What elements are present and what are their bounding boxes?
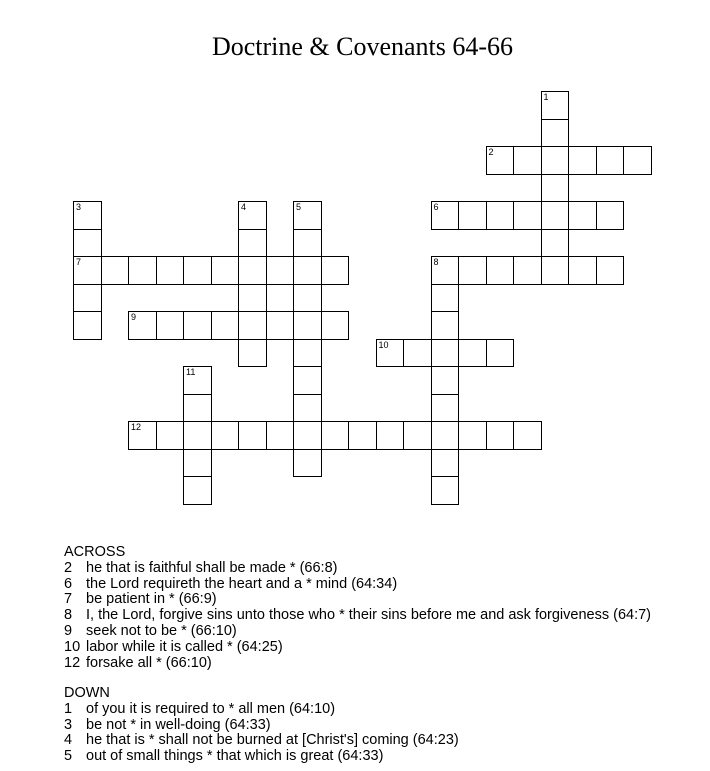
across-clue-text: I, the Lord, forgive sins unto those who * their sins before me and ask forgiveness (64:7) [86,607,651,624]
crossword-cell[interactable] [486,201,515,230]
down-clue [64,718,704,734]
crossword-cell[interactable] [128,256,157,285]
crossword-cell[interactable] [266,311,295,340]
across-heading: ACROSS [64,544,126,560]
crossword-cell[interactable] [293,366,322,395]
crossword-cell[interactable] [293,394,322,423]
down-clue-list [64,702,704,765]
cell-number: 2 [488,147,494,157]
cell-number: 12 [131,422,142,432]
crossword-cell[interactable] [486,339,515,368]
crossword-cell[interactable] [211,311,240,340]
crossword-cell[interactable] [513,421,542,450]
crossword-cell[interactable] [73,256,102,285]
cell-number: 7 [76,257,82,267]
across-clue-number: 12 [64,654,81,671]
cell-number: 11 [186,367,196,377]
crossword-cell[interactable] [541,201,570,230]
crossword-cell[interactable] [596,146,625,175]
crossword-cell[interactable] [101,256,130,285]
crossword-cell[interactable] [431,311,460,340]
crossword-cell[interactable] [431,394,460,423]
crossword-cell[interactable] [293,201,322,230]
crossword-cell[interactable] [293,421,322,450]
across-clue-number: 9 [64,622,73,639]
crossword-cell[interactable] [596,256,625,285]
across-clue-list [64,561,704,672]
crossword-cell[interactable] [211,256,240,285]
crossword-cell[interactable] [431,284,460,313]
across-clue-text: be patient in * (66:9) [86,591,217,608]
cell-number: 1 [543,92,549,102]
crossword-cell[interactable] [73,201,102,230]
crossword-cell[interactable] [183,476,212,505]
crossword-cell[interactable] [458,421,487,450]
down-heading: DOWN [64,685,110,701]
crossword-cell[interactable] [568,146,597,175]
across-clue [64,577,704,593]
across-clue [64,608,704,624]
cell-number: 3 [76,202,82,212]
crossword-cell[interactable] [293,339,322,368]
crossword-cell[interactable] [293,229,322,258]
crossword-cell[interactable] [431,339,460,368]
crossword-cell[interactable] [128,311,157,340]
crossword-cell[interactable] [458,201,487,230]
crossword-cell[interactable] [376,421,405,450]
across-clue-text: he that is faithful shall be made * (66:8) [86,559,338,576]
crossword-cell[interactable] [376,339,405,368]
crossword-cell[interactable] [486,146,515,175]
across-clue [64,640,704,656]
crossword-cell[interactable] [183,311,212,340]
crossword-cell[interactable] [293,256,322,285]
crossword-cell[interactable] [513,201,542,230]
crossword-cell[interactable] [238,421,267,450]
crossword-cell[interactable] [183,394,212,423]
down-clue [64,733,704,749]
cell-number: 4 [241,202,247,212]
down-clues [64,686,704,765]
cell-number: 9 [131,312,137,322]
crossword-cell[interactable] [293,449,322,478]
crossword-cell[interactable] [431,201,460,230]
down-clue [64,749,704,765]
crossword-cell[interactable] [156,421,185,450]
crossword-cell[interactable] [541,256,570,285]
cell-number: 5 [296,202,302,212]
crossword-cell[interactable] [541,229,570,258]
crossword-cell[interactable] [211,421,240,450]
down-clue-text: of you it is required to * all men (64:10) [86,700,336,717]
crossword-cell[interactable] [541,119,570,148]
crossword-cell[interactable] [403,421,432,450]
crossword-cell[interactable] [238,201,267,230]
crossword-cell[interactable] [541,174,570,203]
down-clue-number: 5 [64,748,73,765]
crossword-cell[interactable] [73,311,102,340]
crossword-cell[interactable] [321,421,350,450]
crossword-cell[interactable] [321,256,350,285]
across-clues [64,545,704,671]
across-clue [64,561,704,577]
down-clue-text: out of small things * that which is great (64:33) [86,748,384,765]
down-clue-number: 4 [64,732,73,749]
across-clue [64,592,704,608]
across-clue-number: 7 [64,591,73,608]
crossword-cell[interactable] [238,229,267,258]
crossword-cell[interactable] [431,449,460,478]
crossword-cell[interactable] [596,201,625,230]
crossword-cell[interactable] [183,449,212,478]
cell-number: 8 [433,257,439,267]
across-clue-number: 2 [64,559,73,576]
crossword-cell[interactable] [541,146,570,175]
crossword-cell[interactable] [513,256,542,285]
crossword-cell[interactable] [458,339,487,368]
down-clue-number: 3 [64,716,73,733]
crossword-cell[interactable] [73,229,102,258]
crossword-cell[interactable] [568,256,597,285]
down-clue-text: be not * in well-doing (64:33) [86,716,271,733]
crossword-cell[interactable] [431,421,460,450]
crossword-cell[interactable] [183,256,212,285]
crossword-cell[interactable] [458,256,487,285]
crossword-cell[interactable] [156,311,185,340]
cell-number: 6 [433,202,439,212]
crossword-cell[interactable] [431,366,460,395]
across-clue-text: forsake all * (66:10) [86,654,212,671]
across-clue [64,656,704,672]
cell-number: 10 [378,339,389,350]
down-clue-text: he that is * shall not be burned at [Christ's] coming (64:23) [86,732,459,749]
crossword-cell[interactable] [183,366,212,395]
crossword-cell[interactable] [238,339,267,368]
crossword-cell[interactable] [348,421,377,450]
crossword-cell[interactable] [293,311,322,340]
crossword-cell[interactable] [266,421,295,450]
crossword-cell[interactable] [238,311,267,340]
crossword-cell[interactable] [623,146,652,175]
crossword-cell[interactable] [293,284,322,313]
down-clue [64,702,704,718]
across-clue [64,624,704,640]
across-clue-text: the Lord requireth the heart and a * mind (64:34) [86,575,398,592]
crossword-cell[interactable] [183,421,212,450]
crossword-cell[interactable] [266,256,295,285]
crossword-cell[interactable] [321,311,350,340]
crossword-cell[interactable] [486,421,515,450]
crossword-cell[interactable] [238,256,267,285]
across-clue-number: 10 [64,638,81,655]
across-clue-number: 6 [64,575,73,592]
crossword-cell[interactable] [568,201,597,230]
crossword-cell[interactable] [431,256,460,285]
down-clue-number: 1 [64,700,73,717]
across-clue-text: seek not to be * (66:10) [86,622,237,639]
crossword-cell[interactable] [128,421,157,450]
crossword-cell[interactable] [486,256,515,285]
across-clue-text: labor while it is called * (64:25) [86,638,283,655]
crossword-cell[interactable] [513,146,542,175]
across-clue-number: 8 [64,607,73,624]
crossword-cell[interactable] [156,256,185,285]
crossword-cell[interactable] [73,284,102,313]
crossword-cell[interactable] [403,339,432,368]
page-title: Doctrine & Covenants 64-66 [211,32,514,61]
crossword-cell[interactable] [541,91,570,120]
crossword-cell[interactable] [238,284,267,313]
crossword-cell[interactable] [431,476,460,505]
